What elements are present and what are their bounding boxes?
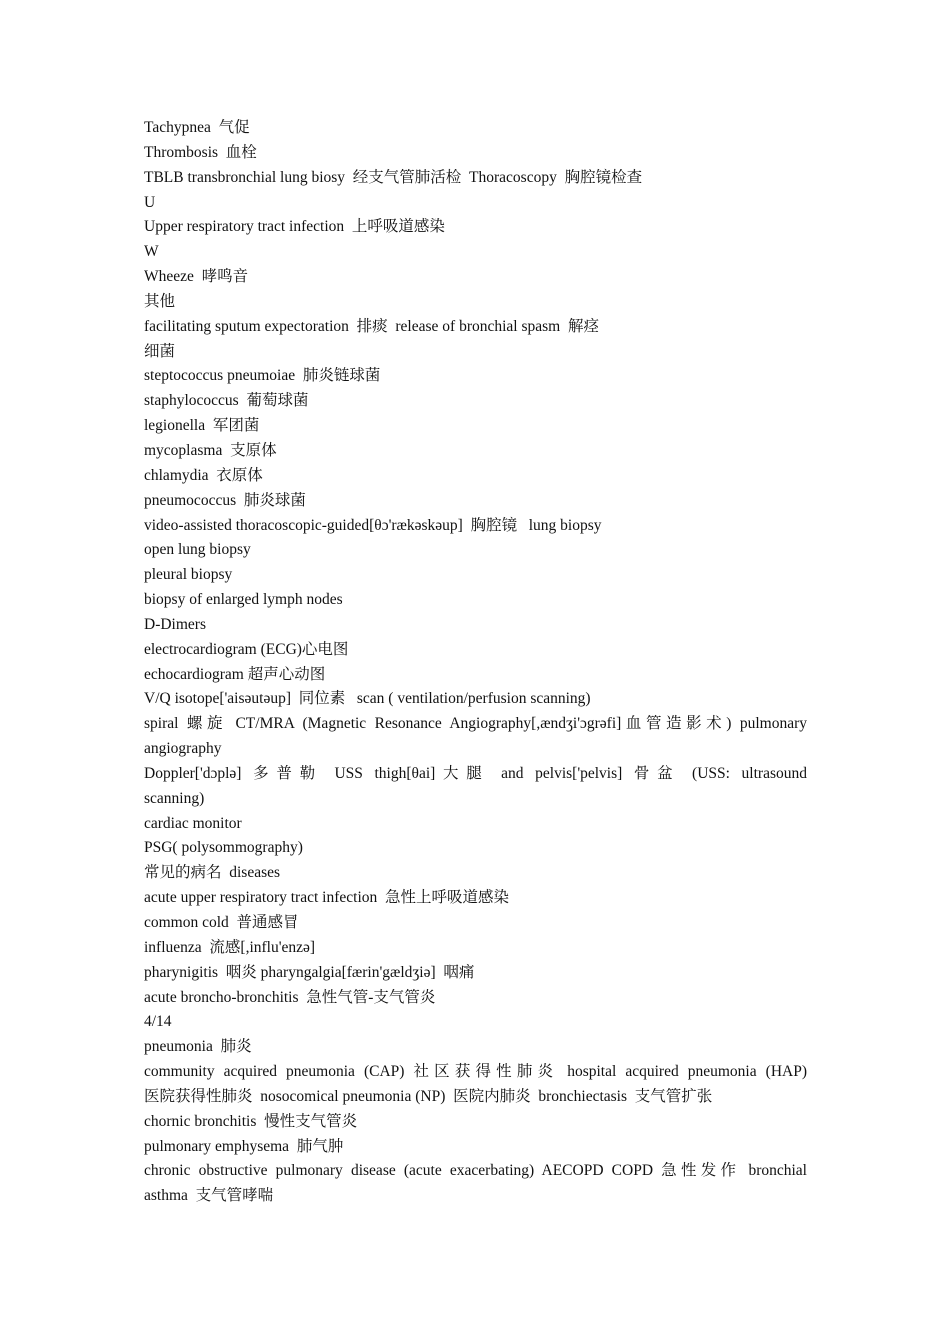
text-line: open lung biopsy — [144, 541, 251, 559]
text-line: Tachypnea 气促 — [144, 119, 250, 136]
text-line: chlamydia 衣原体 — [144, 466, 263, 484]
text-line: PSG( polysommography) — [144, 839, 303, 857]
text-line: Wheeze 哮鸣音 — [144, 268, 249, 286]
text-line: legionella 军团菌 — [144, 417, 260, 435]
text-line: chronic obstructive pulmonary disease (acute exacerbating) AECOPD COPD 急性发作 bronchial — [144, 1162, 807, 1180]
text-line: D-Dimers — [144, 615, 206, 633]
text-line: 常见的病名 diseases — [144, 864, 281, 882]
text-line: angiography — [144, 740, 222, 758]
text-line: 其他 — [144, 292, 176, 310]
text-line: echocardiogram 超声心动图 — [144, 665, 326, 683]
text-line: pharynigitis 咽炎 pharyngalgia[færin'gældʒiə] 咽痛 — [144, 963, 475, 981]
text-line: cardiac monitor — [144, 814, 242, 832]
text-line: asthma 支气管哮喘 — [144, 1187, 274, 1205]
text-line: staphylococcus 葡萄球菌 — [144, 392, 309, 410]
text-line: steptococcus pneumoiae 肺炎链球菌 — [144, 367, 381, 385]
text-line: Upper respiratory tract infection 上呼吸道感染 — [144, 218, 445, 236]
text-line: pneumonia 肺炎 — [144, 1038, 252, 1056]
text-line: spiral 螺旋 CT/MRA (Magnetic Resonance Angiography[,ændʒi'ɔgrəfi]血管造影术) pulmonary — [144, 715, 807, 733]
text-line: pulmonary emphysema 肺气肿 — [144, 1137, 344, 1155]
text-line: U — [144, 193, 156, 211]
text-line: Thrombosis 血栓 — [144, 143, 257, 161]
text-line: pleural biopsy — [144, 566, 233, 584]
text-line: chornic bronchitis 慢性支气管炎 — [144, 1112, 358, 1130]
text-line: influenza 流感[,influ'enzə] — [144, 938, 316, 956]
text-line: facilitating sputum expectoration 排痰 release of bronchial spasm 解痉 — [144, 317, 599, 335]
text-line: biopsy of enlarged lymph nodes — [144, 591, 343, 609]
text-line: scanning) — [144, 789, 205, 807]
text-line: W — [144, 243, 159, 261]
document-page — [144, 116, 807, 1209]
text-line: common cold 普通感冒 — [144, 914, 299, 931]
text-line: V/Q isotope['aisəutəup] 同位素 scan ( ventilation/perfusion scanning) — [144, 690, 591, 708]
text-line: acute broncho-bronchitis 急性气管-支气管炎 — [144, 988, 436, 1006]
text-line: pneumococcus 肺炎球菌 — [144, 491, 306, 509]
text-line: 细菌 — [144, 342, 176, 360]
text-line: TBLB transbronchial lung biosy 经支气管肺活检 Thoracoscopy 胸腔镜检查 — [144, 168, 643, 186]
text-line: 4/14 — [144, 1013, 172, 1031]
text-line: acute upper respiratory tract infection 急性上呼吸道感染 — [144, 889, 509, 907]
text-line: 医院获得性肺炎 nosocomical pneumonia (NP) 医院内肺炎 bronchiectasis 支气管扩张 — [144, 1087, 713, 1105]
text-line: mycoplasma 支原体 — [144, 441, 277, 459]
text-line: video-assisted thoracoscopic-guided[θɔ'rækəskəup] 胸腔镜 lung biopsy — [144, 516, 602, 534]
text-line: community acquired pneumonia (CAP) 社区获得性肺炎 hospital acquired pneumonia (HAP) — [144, 1063, 807, 1081]
text-line: Doppler['dɔplə] 多普勒 USS thigh[θai]大腿 and pelvis['pelvis] 骨盆 (USS: ultrasound — [144, 764, 807, 782]
text-line: electrocardiogram (ECG)心电图 — [144, 640, 349, 658]
